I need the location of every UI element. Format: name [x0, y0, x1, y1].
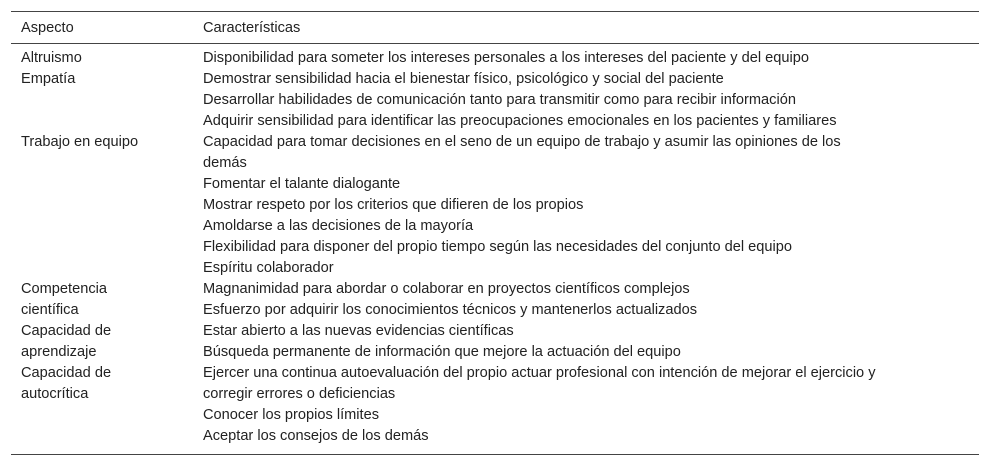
characteristic-item: demás [203, 155, 247, 171]
aspect-cell [21, 132, 203, 279]
aspect-label: Competencia [21, 281, 107, 297]
characteristic-item: Búsqueda permanente de información que mejore la actuación del equipo [203, 344, 681, 360]
characteristic-item: Magnanimidad para abordar o colaborar en proyectos científicos complejos [203, 281, 690, 297]
characteristic-item: Estar abierto a las nuevas evidencias científicas [203, 323, 514, 339]
aspect-cell [21, 279, 203, 321]
characteristic-item: Espíritu colaborador [203, 260, 334, 276]
characteristics-cell [203, 48, 963, 69]
bottom-rule [11, 454, 979, 455]
aspect-label: científica [21, 302, 79, 318]
characteristic-item: Amoldarse a las decisiones de la mayoría [203, 218, 474, 234]
characteristic-item: Capacidad para tomar decisiones en el seno de un equipo de trabajo y asumir las opiniones de los [203, 134, 841, 150]
header-aspect: Aspecto [21, 20, 74, 36]
aspect-label: Capacidad de [21, 365, 112, 381]
table-body [11, 44, 979, 454]
characteristics-table [11, 11, 979, 455]
characteristic-item: Desarrollar habilidades de comunicación tanto para transmitir como para recibir información [203, 92, 796, 108]
aspect-cell [21, 69, 203, 132]
characteristic-item: Adquirir sensibilidad para identificar las preocupaciones emocionales en los pacientes y familiares [203, 113, 837, 129]
characteristics-cell [203, 132, 963, 279]
characteristic-item: Demostrar sensibilidad hacia el bienestar físico, psicológico y social del paciente [203, 71, 724, 87]
aspect-label: autocrítica [21, 386, 89, 402]
aspect-label: Empatía [21, 71, 76, 87]
characteristic-item: Conocer los propios límites [203, 407, 380, 423]
aspect-label: Altruismo [21, 50, 82, 66]
characteristic-item: Ejercer una continua autoevaluación del propio actuar profesional con intención de mejorar el ejercicio y [203, 365, 876, 381]
aspect-label: Trabajo en equipo [21, 134, 139, 150]
table-row [11, 69, 979, 132]
aspect-cell [21, 321, 203, 363]
table-row [11, 321, 979, 363]
header-characteristics: Características [203, 20, 301, 36]
table-row [11, 48, 979, 69]
characteristics-cell [203, 321, 963, 363]
characteristics-cell [203, 363, 963, 447]
aspect-label: aprendizaje [21, 344, 97, 360]
characteristic-item: Fomentar el talante dialogante [203, 176, 401, 192]
characteristic-item: Aceptar los consejos de los demás [203, 428, 429, 444]
table-row [11, 363, 979, 447]
aspect-cell [21, 363, 203, 447]
characteristic-item: Flexibilidad para disponer del propio tiempo según las necesidades del conjunto del equipo [203, 239, 793, 255]
characteristic-item: Disponibilidad para someter los intereses personales a los intereses del paciente y del equipo [203, 50, 809, 66]
characteristic-item: Mostrar respeto por los criterios que difieren de los propios [203, 197, 584, 213]
table-row [11, 279, 979, 321]
characteristic-item: corregir errores o deficiencias [203, 386, 396, 402]
aspect-label: Capacidad de [21, 323, 112, 339]
characteristics-cell [203, 69, 963, 132]
table-header [11, 12, 979, 43]
characteristics-cell [203, 279, 963, 321]
aspect-cell [21, 48, 203, 69]
table-row [11, 132, 979, 279]
characteristic-item: Esfuerzo por adquirir los conocimientos técnicos y mantenerlos actualizados [203, 302, 697, 318]
